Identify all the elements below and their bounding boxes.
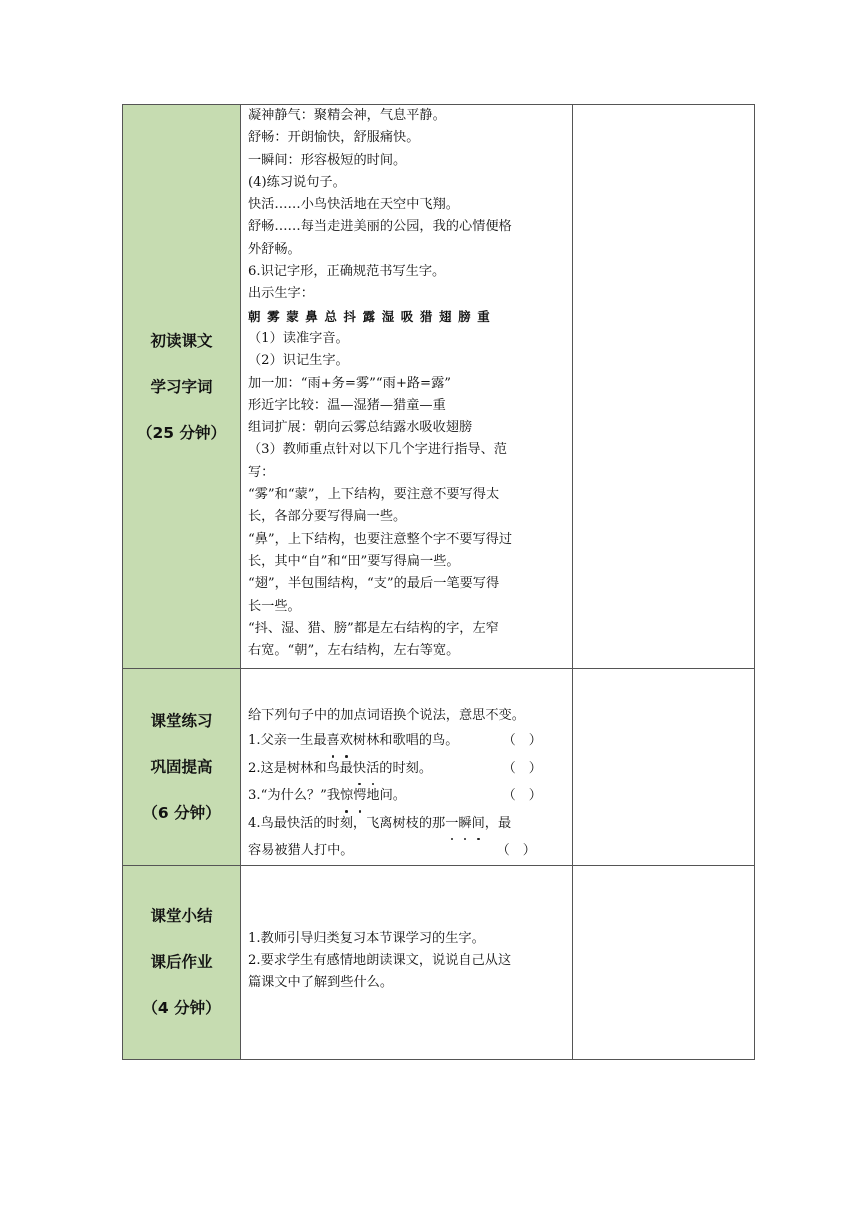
text-line: 长一些。 <box>248 598 301 614</box>
section-label-cell <box>123 669 241 866</box>
text-line: (4)练习说句子。 <box>248 174 346 190</box>
section-title: 初读课文 <box>150 331 213 350</box>
text-line: （3）教师重点针对以下几个字进行指导、范 <box>248 442 507 458</box>
exercise-text-after: 的时刻。 <box>379 760 433 776</box>
exercise-text-line2: 容易被猎人打中。 <box>248 843 354 859</box>
exercise-text-after: ，最 <box>484 815 512 831</box>
new-characters-list: 朝雾蒙鼻总抖露湿吸猎翅膀重 <box>248 308 497 324</box>
notes-cell <box>573 669 755 866</box>
emphasis-dot-char: 欢 <box>340 727 353 755</box>
exercise-text-after: 树林和歌唱的鸟。 <box>352 733 459 749</box>
emphasis-dot-char: 惊 <box>340 782 353 810</box>
answer-blank: （ ） <box>502 788 542 804</box>
emphasis-dot-char: 一 <box>445 810 458 838</box>
emphasis-dot-char: 愕 <box>353 782 366 810</box>
exercise-text-before: 3.“为什么？”我 <box>248 788 341 804</box>
text-line: 组词扩展：朝向云雾总结露水吸收翅膀 <box>248 420 473 436</box>
text-line: 长，其中“自”和“田”要写得扁一些。 <box>248 553 460 569</box>
emphasis-dot-char: 活 <box>366 755 379 783</box>
text-line: “鼻”，上下结构，也要注意整个字不要写得过 <box>248 531 513 547</box>
section-duration: （6 分钟） <box>142 803 221 822</box>
text-line: 写： <box>248 464 275 480</box>
text-line: 1.教师引导归类复习本节课学习的生字。 <box>248 930 485 946</box>
exercise-item <box>248 810 566 865</box>
dotted-word <box>445 816 485 831</box>
emphasis-dot-char: 瞬 <box>458 810 471 838</box>
exercise-text-before: 2.这是树林和鸟最 <box>248 760 353 776</box>
exercise-item <box>248 782 566 810</box>
text-line: 出示生字： <box>248 286 314 302</box>
emphasis-dot-char: 喜 <box>327 727 340 755</box>
text-line: “抖、湿、猎、膀”都是左右结构的字，左窄 <box>248 620 499 636</box>
text-line: 凝神静气：聚精会神，气息平静。 <box>248 108 446 123</box>
exercise-instruction: 给下列句子中的加点词语换个说法，意思不变。 <box>248 708 525 723</box>
section-label-cell <box>123 105 241 669</box>
text-line: 长，各部分要写得扁一些。 <box>248 509 407 525</box>
section-label-cell <box>123 865 241 1059</box>
section-subtitle: 学习字词 <box>150 377 213 396</box>
section-subtitle: 课后作业 <box>150 953 213 972</box>
text-line: 舒畅：开朗愉快，舒服痛快。 <box>248 130 420 146</box>
section-duration: （4 分钟） <box>142 999 221 1018</box>
table-row <box>123 105 755 669</box>
text-line: 一瞬间：形容极短的时间。 <box>248 152 407 168</box>
section-title: 课堂练习 <box>150 711 213 730</box>
text-line: 快活……小鸟快活地在天空中飞翔。 <box>248 197 459 213</box>
lesson-plan-sheet <box>122 104 742 1060</box>
text-line: 加一加：“雨+务=雾”“雨+路=露” <box>248 375 452 391</box>
answer-blank: （ ） <box>496 842 536 858</box>
exercise-item <box>248 727 566 755</box>
dotted-word <box>327 733 353 748</box>
exercise-text-before: 4.鸟最快活的时刻，飞离树枝的那 <box>248 815 446 831</box>
section-content-cell <box>241 865 573 1059</box>
answer-blank: （ ） <box>502 760 542 776</box>
table-row <box>123 669 755 866</box>
exercise-item <box>248 755 566 783</box>
emphasis-dot-char: 快 <box>353 755 366 783</box>
text-line: （1）读准字音。 <box>248 330 349 346</box>
section-content-cell <box>241 105 573 669</box>
text-line: “雾”和“蒙”，上下结构，要注意不要写得太 <box>248 487 500 503</box>
text-line: 篇课文中了解到些什么。 <box>248 975 394 991</box>
answer-blank: （ ） <box>502 733 542 749</box>
exercise-text-before: 1.父亲一生最 <box>248 733 327 749</box>
text-line: “翅”，半包围结构，“支”的最后一笔要写得 <box>248 576 500 592</box>
dotted-word <box>353 761 379 776</box>
notes-cell <box>573 105 755 669</box>
text-line: 形近字比较：温—湿猪—猎童—重 <box>248 397 446 413</box>
text-line: 2.要求学生有感情地朗读课文，说说自己从这 <box>248 953 512 969</box>
text-line: 6.识记字形，正确规范书写生字。 <box>248 264 446 280</box>
section-title: 课堂小结 <box>150 907 213 926</box>
lesson-plan-table <box>122 104 755 1060</box>
text-line: 外舒畅。 <box>248 241 301 257</box>
emphasis-dot-char: 间 <box>472 810 485 838</box>
notes-cell <box>573 865 755 1059</box>
section-content-cell <box>241 669 573 866</box>
text-line: 舒畅……每当走进美丽的公园，我的心情便格 <box>248 219 512 235</box>
text-line: （2）识记生字。 <box>248 353 349 369</box>
section-subtitle: 巩固提高 <box>150 757 213 776</box>
section-duration: （25 分钟） <box>137 423 226 442</box>
dotted-word <box>340 788 366 803</box>
table-row <box>123 865 755 1059</box>
exercise-text-after: 地问。 <box>366 788 406 804</box>
text-line: 右宽。“朝”，左右结构，左右等宽。 <box>248 643 460 659</box>
